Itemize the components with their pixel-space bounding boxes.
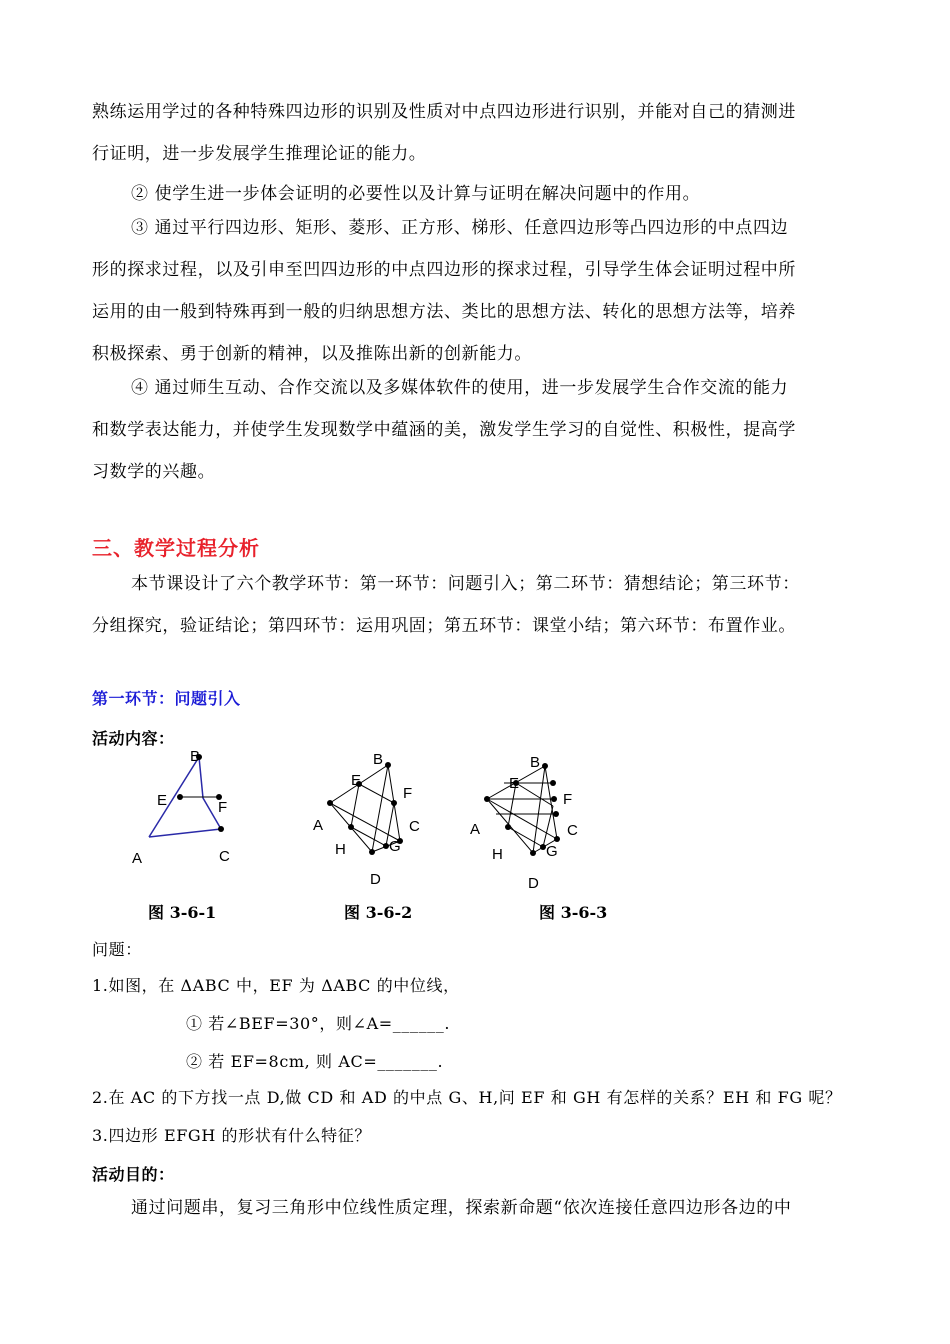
paragraph-line: 运用的由一般到特殊再到一般的归纳思想方法、类比的思想方法、转化的思想方法等，培养 — [92, 302, 796, 322]
intro-line: 本节课设计了六个教学环节：第一环节：问题引入；第二环节：猜想结论；第三环节： — [131, 574, 800, 594]
label-c: C — [409, 818, 420, 835]
question-label: 问题： — [92, 940, 142, 959]
paragraph-line: 积极探索、勇于创新的精神，以及推陈出新的创新能力。 — [92, 344, 532, 364]
label-f: F — [403, 785, 413, 802]
label-c: C — [567, 822, 578, 839]
paragraph-line: ④ 通过师生互动、合作交流以及多媒体软件的使用，进一步发展学生合作交流的能力 — [131, 378, 789, 398]
figure-3-6-1 — [120, 745, 250, 875]
paragraph-line: 行证明，进一步发展学生推理论证的能力。 — [92, 144, 427, 164]
label-d: D — [370, 871, 381, 888]
label-g: G — [546, 843, 558, 860]
figure-caption: 图 3-6-2 — [344, 903, 413, 922]
paragraph-line: ③ 通过平行四边形、矩形、菱形、正方形、梯形、任意四边形等凸四边形的中点四边 — [131, 218, 789, 238]
question-1b: ② 若 EF=8cm, 则 AC=_______. — [186, 1052, 444, 1071]
label-h: H — [492, 846, 503, 863]
point-c — [218, 826, 224, 832]
point-e — [177, 794, 183, 800]
paragraph-line: 和数学表达能力，并使学生发现数学中蕴涵的美，激发学生学习的自觉性、积极性，提高学 — [92, 420, 796, 440]
paragraph-line: 形的探求过程，以及引申至凹四边形的中点四边形的探求过程，引导学生体会证明过程中所 — [92, 260, 796, 280]
figure-caption: 图 3-6-1 — [148, 903, 217, 922]
question-1a: ① 若∠BEF=30°，则∠A=______. — [186, 1014, 451, 1033]
activity-label: 活动内容： — [92, 729, 175, 748]
paragraph-line: 熟练运用学过的各种特殊四边形的识别及性质对中点四边形进行识别，并能对自己的猜测进 — [92, 102, 796, 122]
figure-3-6-3 — [460, 748, 600, 893]
step-title: 第一环节：问题引入 — [92, 689, 241, 708]
label-d: D — [528, 875, 539, 892]
label-e: E — [351, 772, 362, 789]
label-e: E — [157, 792, 168, 809]
intro-line: 分组探究，验证结论；第四环节：运用巩固；第五环节：课堂小结；第六环节：布置作业。 — [92, 616, 796, 636]
goal-line: 通过问题串，复习三角形中位线性质定理，探索新命题“依次连接任意四边形各边的中 — [131, 1198, 792, 1218]
label-a: A — [470, 821, 481, 838]
figure-3-6-2 — [305, 745, 435, 890]
label-e: E — [509, 775, 520, 792]
label-f: F — [218, 799, 228, 816]
paragraph-line: 习数学的兴趣。 — [92, 462, 216, 482]
goal-label: 活动目的： — [92, 1165, 175, 1184]
label-b: B — [190, 748, 201, 765]
question-2: 2.在 AC 的下方找一点 D,做 CD 和 AD 的中点 G、H,问 EF 和 GH 有怎样的关系？EH 和 FG 呢？ — [92, 1088, 842, 1107]
label-a: A — [132, 850, 143, 867]
question-3: 3.四边形 EFGH 的形状有什么特征？ — [92, 1126, 371, 1145]
label-b: B — [373, 751, 384, 768]
figure-caption: 图 3-6-3 — [539, 903, 608, 922]
quadrilateral-abcd — [487, 766, 557, 853]
section-heading: 三、教学过程分析 — [92, 536, 260, 560]
label-f: F — [563, 791, 573, 808]
question-1: 1.如图，在 ΔABC 中，EF 为 ΔABC 的中位线， — [92, 976, 460, 995]
label-h: H — [335, 841, 346, 858]
label-g: G — [389, 838, 401, 855]
paragraph-line: ② 使学生进一步体会证明的必要性以及计算与证明在解决问题中的作用。 — [131, 184, 701, 204]
label-c: C — [219, 848, 230, 865]
label-b: B — [530, 754, 541, 771]
label-a: A — [313, 817, 324, 834]
